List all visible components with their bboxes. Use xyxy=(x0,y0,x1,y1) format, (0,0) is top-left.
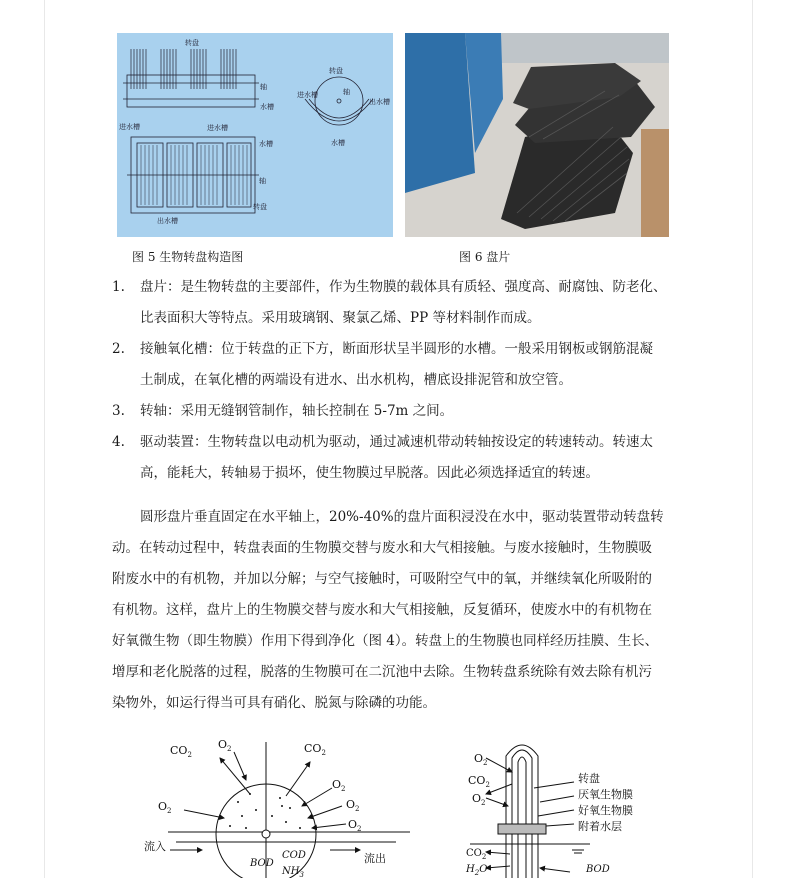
svg-text:进水槽: 进水槽 xyxy=(207,124,228,132)
svg-text:厌氧生物膜: 厌氧生物膜 xyxy=(578,788,633,801)
list-text-line: 盘片：是生物转盘的主要部件，作为生物膜的载体具有质轻、强度高、耐腐蚀、防老化、 xyxy=(140,279,667,295)
rotating-disc-structure-diagram xyxy=(117,33,393,237)
paragraph-line: 附废水中的有机物，并加以分解；与空气接触时，可吸附空气中的氧，并继续氧化所吸附的 xyxy=(112,571,652,587)
list-text-line: 高，能耗大，转轴易于损坏，使生物膜过早脱落。因此必须选择适宜的转速。 xyxy=(140,465,599,481)
svg-text:H2O: $H_2O$ xyxy=(466,864,488,877)
svg-text:进水槽: 进水槽 xyxy=(119,123,140,131)
svg-text:水槽: 水槽 xyxy=(331,139,345,147)
svg-text:水槽: 水槽 xyxy=(259,140,273,148)
svg-text:轴: 轴 xyxy=(343,88,350,96)
svg-text:CO2: $CO_2$ xyxy=(304,742,326,757)
list-number: 3. xyxy=(112,403,125,419)
list-number: 4. xyxy=(112,434,125,450)
svg-text:出水槽: 出水槽 xyxy=(157,217,178,225)
list-number: 1. xyxy=(112,279,125,295)
paragraph-line: 染物外，如运行得当可具有硝化、脱氮与除磷的功能。 xyxy=(112,695,436,711)
svg-text:CO2: $CO_2$ xyxy=(170,744,192,759)
svg-text:O2: $O_2$ xyxy=(346,798,360,813)
svg-text:O2: $O_2$ xyxy=(332,778,346,793)
svg-text:进水槽: 进水槽 xyxy=(297,91,318,99)
svg-text:好氧生物膜: 好氧生物膜 xyxy=(578,804,633,817)
svg-text:CO2: $CO_2$ xyxy=(468,774,490,789)
list-number: 2. xyxy=(112,341,125,357)
list-text-line: 土制成，在氧化槽的两端设有进水、出水机构，槽底设排泥管和放空管。 xyxy=(140,372,572,388)
list-text-line: 驱动装置：生物转盘以电动机为驱动，通过减速机带动转轴按设定的转速转动。转速太 xyxy=(140,434,653,450)
list-text-line: 比表面积大等特点。采用玻璃钢、聚氯乙烯、PP 等材料制作而成。 xyxy=(140,310,541,326)
svg-text:O2: $O_2$ xyxy=(474,752,488,767)
svg-text:流入: 流入 xyxy=(144,840,166,853)
svg-text:O2: $O_2$ xyxy=(158,800,172,815)
svg-text:BOD: BOD xyxy=(250,858,274,869)
figure-6-caption: 图 6 盘片 xyxy=(459,250,511,264)
svg-text:NH3: $NH_3$ xyxy=(282,866,304,878)
svg-text:出水槽: 出水槽 xyxy=(369,98,390,106)
svg-text:转盘: 转盘 xyxy=(329,67,343,75)
svg-text:O2: $O_2$ xyxy=(472,792,486,807)
biofilm-mechanism-diagram xyxy=(110,732,670,878)
paragraph-line: 增厚和老化脱落的过程，脱落的生物膜可在二沉池中去除。生物转盘系统除有效去除有机污 xyxy=(112,664,652,680)
svg-text:轴: 轴 xyxy=(259,177,266,185)
paragraph-line: 好氧微生物（即生物膜）作用下得到净化（图 4）。转盘上的生物膜也同样经历挂膜、生长、 xyxy=(112,633,659,649)
svg-text:O2: $O_2$ xyxy=(218,738,232,753)
svg-text:CO2: $CO_2$ xyxy=(466,848,487,861)
list-text-line: 接触氧化槽：位于转盘的正下方，断面形状呈半圆形的水槽。一般采用钢板或钢筋混凝 xyxy=(140,341,653,357)
paragraph-line: 有机物。这样，盘片上的生物膜交替与废水和大气相接触，反复循环，使废水中的有机物在 xyxy=(112,602,652,618)
svg-text:轴: 轴 xyxy=(260,83,267,91)
svg-text:水槽: 水槽 xyxy=(260,103,274,111)
paragraph-line: 动。在转动过程中，转盘表面的生物膜交替与废水和大气相接触。与废水接触时，生物膜吸 xyxy=(112,540,652,556)
svg-text:转盘: 转盘 xyxy=(253,203,267,211)
figure-5-caption: 图 5 生物转盘构造图 xyxy=(132,250,244,264)
svg-text:转盘: 转盘 xyxy=(185,39,199,47)
svg-text:转盘: 转盘 xyxy=(578,772,600,785)
svg-text:附着水层: 附着水层 xyxy=(578,820,622,833)
svg-text:O2: $O_2$ xyxy=(348,818,362,833)
svg-text:流出: 流出 xyxy=(364,852,386,865)
list-text-line: 转轴：采用无缝钢管制作，轴长控制在 5-7m 之间。 xyxy=(140,403,454,419)
svg-text:COD: COD xyxy=(282,850,306,861)
disc-slabs-photo xyxy=(405,33,669,237)
paragraph-line: 圆形盘片垂直固定在水平轴上，20%-40%的盘片面积浸没在水中，驱动装置带动转盘转 xyxy=(140,509,664,525)
svg-text:BOD: BOD xyxy=(586,864,610,875)
